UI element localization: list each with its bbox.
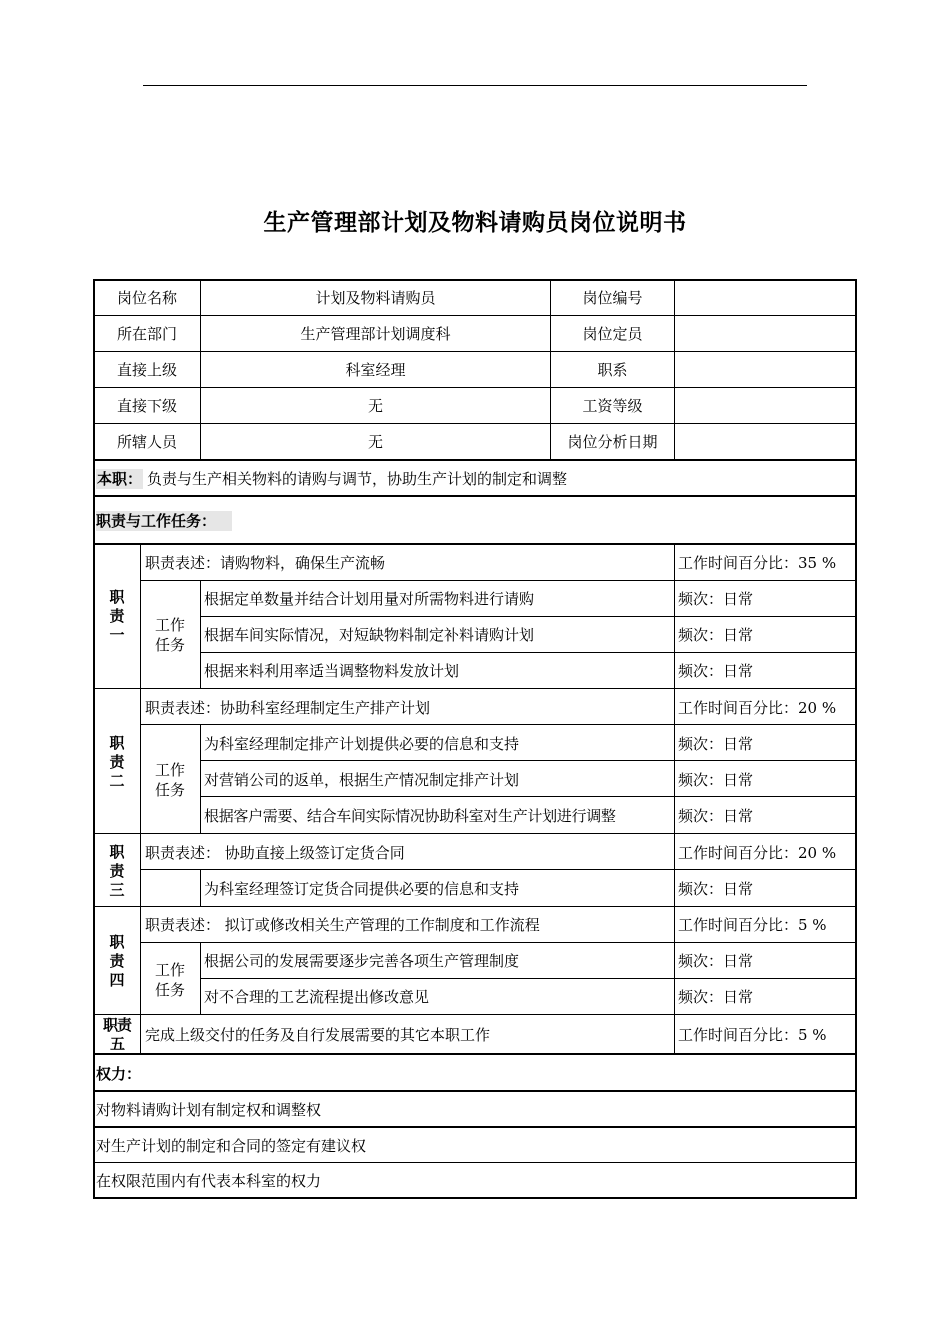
duty-5-time-pct: 工作时间百分比：5 % bbox=[678, 1026, 827, 1044]
duty-4-task-1: 根据公司的发展需要逐步完善各项生产管理制度 bbox=[204, 952, 520, 970]
position-code-label: 岗位编号 bbox=[582, 289, 643, 307]
duty-1-task-2: 根据车间实际情况，对短缺物料制定补料请购计划 bbox=[204, 626, 535, 644]
duty-2-time-pct: 工作时间百分比：20 % bbox=[678, 699, 837, 717]
position-name-value: 计划及物料请购员 bbox=[315, 289, 436, 307]
subordinate-value: 无 bbox=[367, 397, 383, 415]
staff-value: 无 bbox=[367, 433, 383, 451]
duty-5-description: 完成上级交付的任务及自行发展需要的其它本职工作 bbox=[145, 1026, 491, 1044]
job-family-label: 职系 bbox=[597, 361, 628, 379]
headcount-label: 岗位定员 bbox=[582, 325, 643, 343]
duty-1-task-3: 根据来料利用率适当调整物料发放计划 bbox=[204, 662, 460, 680]
duty-2-task-label: 工作 任务 bbox=[154, 761, 185, 799]
main-duty-text: 负责与生产相关物料的请购与调节，协助生产计划的制定和调整 bbox=[147, 470, 568, 488]
duty-2-task-3-freq: 频次：日常 bbox=[678, 807, 754, 825]
duty-5-label: 职责 五 bbox=[102, 1016, 131, 1053]
document-title: 生产管理部计划及物料请购员岗位说明书 bbox=[263, 210, 687, 236]
department-value: 生产管理部计划调度科 bbox=[300, 325, 451, 343]
duty-3-description: 职责表述： 协助直接上级签订定货合同 bbox=[145, 844, 405, 862]
position-name-label: 岗位名称 bbox=[116, 289, 177, 307]
duty-3-task-1-freq: 频次：日常 bbox=[678, 880, 754, 898]
main-duty-label: 本职： bbox=[97, 470, 143, 488]
duties-header: 职责与工作任务： bbox=[96, 511, 232, 531]
analysis-date-label: 岗位分析日期 bbox=[567, 433, 658, 451]
duty-2-task-2: 对营销公司的返单，根据生产情况制定排产计划 bbox=[204, 771, 520, 789]
duty-2-task-2-freq: 频次：日常 bbox=[678, 771, 754, 789]
subordinate-label: 直接下级 bbox=[116, 397, 177, 415]
header-rule bbox=[143, 85, 807, 86]
duty-1-time-pct: 工作时间百分比：35 % bbox=[678, 554, 837, 572]
duty-4-time-pct: 工作时间百分比：5 % bbox=[678, 916, 827, 934]
duty-4-task-1-freq: 频次：日常 bbox=[678, 952, 754, 970]
duty-4-label: 职 责 四 bbox=[109, 933, 125, 989]
supervisor-value: 科室经理 bbox=[345, 361, 406, 379]
duty-1-task-label: 工作 任务 bbox=[154, 616, 185, 654]
duty-1-label: 职 责 一 bbox=[109, 588, 125, 644]
supervisor-label: 直接上级 bbox=[116, 361, 177, 379]
department-label: 所在部门 bbox=[116, 325, 177, 343]
duty-2-task-1-freq: 频次：日常 bbox=[678, 735, 754, 753]
authority-label: 权力： bbox=[96, 1065, 142, 1083]
duty-3-task-1: 为科室经理签订定货合同提供必要的信息和支持 bbox=[204, 880, 520, 898]
authority-item-1: 对物料请购计划有制定权和调整权 bbox=[96, 1101, 322, 1119]
duty-2-description: 职责表述：协助科室经理制定生产排产计划 bbox=[145, 699, 431, 717]
duty-4-task-2-freq: 频次：日常 bbox=[678, 988, 754, 1006]
duty-2-label: 职 责 二 bbox=[109, 734, 125, 790]
duty-4-description: 职责表述： 拟订或修改相关生产管理的工作制度和工作流程 bbox=[145, 916, 540, 934]
salary-grade-label: 工资等级 bbox=[582, 397, 643, 415]
duty-1-task-1: 根据定单数量并结合计划用量对所需物料进行请购 bbox=[204, 590, 535, 608]
duty-3-time-pct: 工作时间百分比：20 % bbox=[678, 844, 837, 862]
duty-1-task-2-freq: 频次：日常 bbox=[678, 626, 754, 644]
duty-4-task-label: 工作 任务 bbox=[154, 961, 185, 999]
staff-label: 所辖人员 bbox=[116, 433, 177, 451]
duty-4-task-2: 对不合理的工艺流程提出修改意见 bbox=[204, 988, 430, 1006]
authority-item-3: 在权限范围内有代表本科室的权力 bbox=[96, 1172, 322, 1190]
duty-1-description: 职责表述：请购物料，确保生产流畅 bbox=[145, 554, 386, 572]
duty-2-task-1: 为科室经理制定排产计划提供必要的信息和支持 bbox=[204, 735, 520, 753]
duty-2-task-3: 根据客户需要、结合车间实际情况协助科室对生产计划进行调整 bbox=[204, 807, 616, 825]
authority-item-2: 对生产计划的制定和合同的签定有建议权 bbox=[96, 1137, 367, 1155]
duty-1-task-3-freq: 频次：日常 bbox=[678, 662, 754, 680]
duty-1-task-1-freq: 频次：日常 bbox=[678, 590, 754, 608]
duty-3-label: 职 责 三 bbox=[109, 843, 125, 899]
